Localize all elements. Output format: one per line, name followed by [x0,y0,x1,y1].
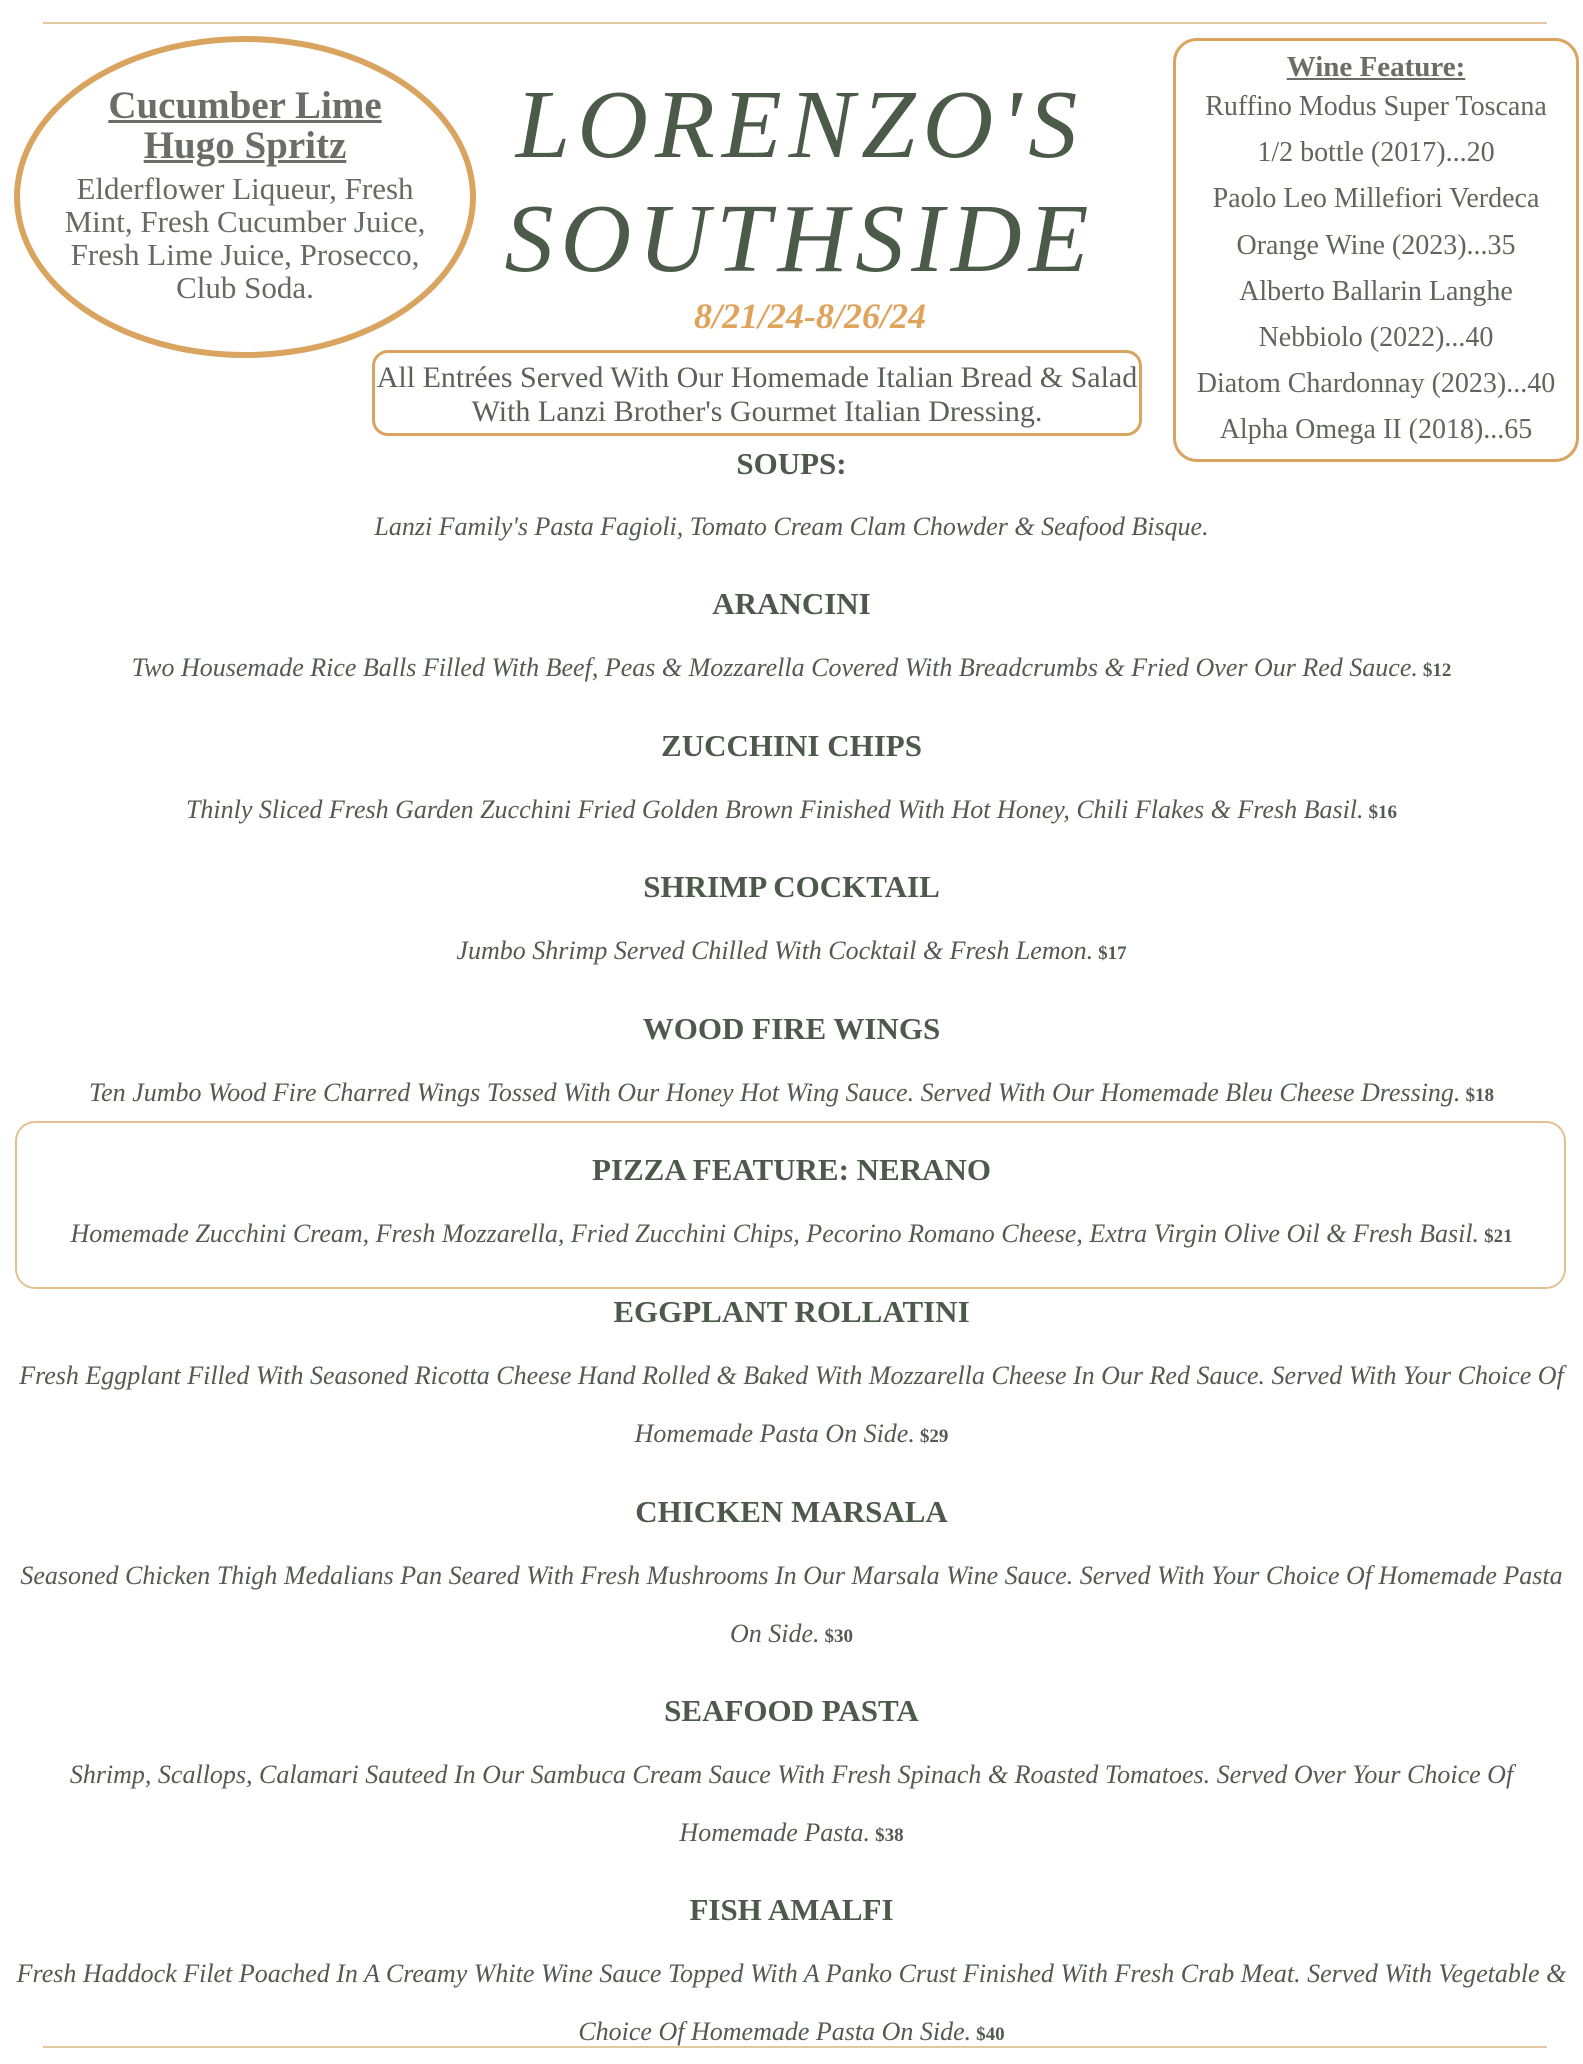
item-description [16,1205,1567,1266]
item-description [16,1064,1567,1125]
wine-line: Nebbiolo (2022)...40 [1258,322,1494,354]
description-text: Ten Jumbo Wood Fire Charred Wings Tossed With Our Honey Hot Wing Sauce. Served With Our Homemade Bleu Cheese Dressing. [89,1078,1461,1107]
wine-line: Alberto Ballarin Langhe [1239,275,1513,307]
price: $12 [1422,660,1452,681]
wine-line: Diatom Chardonnay (2023)...40 [1196,368,1556,400]
item-description [16,639,1567,700]
price: $18 [1465,1085,1494,1106]
wine-feature-box [1173,38,1579,462]
section-title-wood-fire-wings: WOOD FIRE WINGS [642,1011,941,1046]
wine-line: 1/2 bottle (2017)...20 [1257,137,1495,169]
description-text: Homemade Zucchini Cream, Fresh Mozzarella, Fried Zucchini Chips, Pecorino Romano Cheese, Extra Virgin Olive Oil & Fresh Basil. [70,1219,1480,1248]
description-text: Two Housemade Rice Balls Filled With Beef, Peas & Mozzarella Covered With Breadcrumbs & Fried Over Our Red Sauce. [131,653,1418,682]
cocktail-name [20,86,470,166]
wine-feature-title: Wine Feature: [1286,51,1466,83]
price: $38 [875,1825,904,1846]
wine-line: Alpha Omega II (2018)...65 [1219,414,1533,446]
item-description [16,1746,1567,1865]
restaurant-title-line2: SOUTHSIDE [504,185,1096,293]
item-description [16,922,1567,983]
description-text: Lanzi Family's Pasta Fagioli, Tomato Cream Clam Chowder & Seafood Bisque. [374,512,1209,541]
description-text: Fresh Eggplant Filled With Seasoned Ricotta Cheese Hand Rolled & Baked With Mozzarella Cheese In Our Red Sauce. Served With Your Choice Of Homemade Pasta On Side. [19,1361,1564,1448]
price: $29 [919,1426,949,1447]
price: $16 [1368,802,1398,823]
restaurant-title-line1: LORENZO'S [515,71,1085,179]
wine-line: Ruffino Modus Super Toscana [1205,91,1547,122]
section-title-pizza-feature: PIZZA FEATURE: NERANO [591,1152,992,1187]
section-title-eggplant-rollatini: EGGPLANT ROLLATINI [613,1294,970,1329]
menu-dates: 8/21/24-8/26/24 [694,296,926,336]
price: $21 [1484,1226,1513,1247]
item-description [16,1547,1567,1666]
price: $30 [824,1626,854,1647]
wine-line: Paolo Leo Millefiori Verdeca [1212,183,1540,215]
entree-notice: All Entrées Served With Our Homemade Italian Bread & Salad With Lanzi Brother's Gourmet Italian Dressing. [372,350,1142,436]
description-text: Jumbo Shrimp Served Chilled With Cocktail & Fresh Lemon. [456,936,1094,965]
section-title-shrimp-cocktail: SHRIMP COCKTAIL [643,869,940,904]
section-title-soups: SOUPS: [736,446,847,481]
price: $40 [976,2024,1005,2045]
section-title-zucchini-chips: ZUCCHINI CHIPS [661,728,922,763]
cocktail-feature-oval [14,36,476,358]
price: $17 [1098,943,1127,964]
description-text: Fresh Haddock Filet Poached In A Creamy White Wine Sauce Topped With A Panko Crust Finished With Fresh Crab Meat. Served With Vegetable & Choice Of Homemade Pasta On Side. [16,1959,1567,2046]
item-description [16,781,1567,842]
description-text: Shrimp, Scallops, Calamari Sauteed In Our Sambuca Cream Sauce With Fresh Spinach & Roasted Tomatoes. Served Over Your Choice Of Homemade Pasta. [69,1760,1514,1847]
item-description [16,498,1567,556]
cocktail-name-line2: Hugo Spritz [143,124,347,167]
cocktail-name-line1: Cucumber Lime [108,84,382,127]
top-divider [43,22,1547,24]
item-description [16,1347,1567,1466]
wine-line: Orange Wine (2023)...35 [1236,229,1516,261]
section-title-fish-amalfi: FISH AMALFI [689,1892,894,1927]
description-text: Thinly Sliced Fresh Garden Zucchini Fried Golden Brown Finished With Hot Honey, Chili Flakes & Fresh Basil. [185,795,1364,824]
section-title-chicken-marsala: CHICKEN MARSALA [635,1494,948,1529]
description-text: Seasoned Chicken Thigh Medalians Pan Seared With Fresh Mushrooms In Our Marsala Wine Sauce. Served With Your Choice Of Homemade Pasta On Side. [20,1561,1563,1648]
section-title-arancini: ARANCINI [712,586,871,621]
section-title-seafood-pasta: SEAFOOD PASTA [664,1693,919,1728]
cocktail-description: Elderflower Liqueur, Fresh Mint, Fresh Cucumber Juice, Fresh Lime Juice, Prosecco, Club Soda. [64,171,426,305]
